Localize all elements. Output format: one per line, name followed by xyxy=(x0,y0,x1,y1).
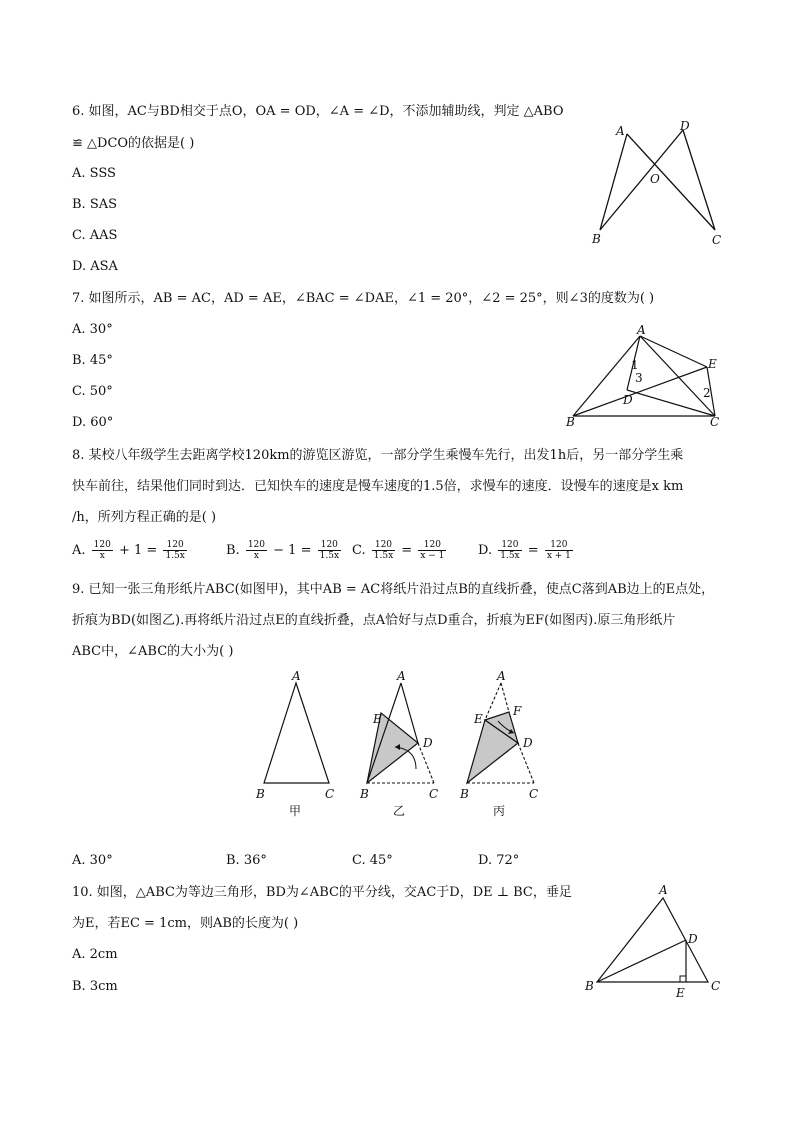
q8-b-fraction-1: $\frac{120}{x}$ xyxy=(247,540,266,561)
q9-figure-bing xyxy=(459,669,538,818)
q6-option-a[interactable]: A. SSS xyxy=(72,166,116,181)
q9-caption-yi: 乙 xyxy=(393,804,406,818)
q10-label-b: B xyxy=(585,979,594,993)
q8-a-fraction-1: $\frac{120}{x}$ xyxy=(93,540,111,561)
svg-text:A: A xyxy=(497,669,506,683)
svg-text:A: A xyxy=(397,669,406,683)
q6-option-d[interactable]: D. ASA xyxy=(72,259,118,274)
svg-text:C: C xyxy=(529,787,539,801)
q7-label-e: E xyxy=(708,357,717,371)
q9-figure-jia xyxy=(255,669,334,818)
q6-option-c[interactable]: C. AAS xyxy=(72,228,118,243)
q6-option-b[interactable]: B. SAS xyxy=(72,197,118,212)
q6-segment-dc xyxy=(683,130,715,230)
q8-stem-line3: /h，所列方程正确的是( ) xyxy=(72,510,217,525)
q6-segment-bd xyxy=(600,130,683,230)
svg-text:E: E xyxy=(373,712,382,726)
q6-label-a: A xyxy=(616,124,625,138)
q8-d-fraction-1: $\frac{120}{1.5x}$ xyxy=(500,540,520,561)
q10-label-a: A xyxy=(659,883,668,897)
q8-stem-line1: 8. 某校八年级学生去距离学校120km的游览区游览，一部分学生乘慢车先行，出发1h后，另一部分学生乘 xyxy=(72,448,684,463)
q10-option-b[interactable]: B. 3cm xyxy=(72,979,118,994)
q10-label-e: E xyxy=(676,986,685,1000)
svg-text:C: C xyxy=(429,787,439,801)
q6-stem-line1: 6. 如图，AC与BD相交于点O，OA = OD，∠A = ∠D，不添加辅助线，判定 △ABO xyxy=(72,104,564,119)
q8-a-fraction-2: $\frac{120}{1.5x}$ xyxy=(165,540,185,561)
q8-option-a[interactable]: A. $\frac{120}{x}$ + 1 = $\frac{120}{1.5x}$ xyxy=(72,540,185,561)
q9-stem-line2: 折痕为BD(如图乙).再将纸片沿过点E的直线折叠，点A恰好与点D重合，折痕为EF(如图丙).原三角形纸片 xyxy=(72,613,676,628)
svg-text:B: B xyxy=(360,787,369,801)
q7-label-3: 3 xyxy=(635,371,643,385)
q7-option-c[interactable]: C. 50° xyxy=(72,384,113,399)
q9-caption-jia: 甲 xyxy=(289,804,302,818)
q10-figure xyxy=(580,880,730,1005)
q8-option-c[interactable]: C. $\frac{120}{1.5x}$ = $\frac{120}{x - 1}$ xyxy=(352,540,445,561)
q7-label-2: 2 xyxy=(703,386,711,400)
q7-label-d: D xyxy=(623,393,633,407)
q9-caption-bing: 丙 xyxy=(493,804,506,818)
q7-label-b: B xyxy=(566,415,575,429)
q9-figure-yi xyxy=(359,669,438,818)
q8-d-fraction-2: $\frac{120}{x + 1}$ xyxy=(546,540,571,561)
q9-stem-line1: 9. 已知一张三角形纸片ABC(如图甲)，其中AB = AC将纸片沿过点B的直线折叠，使点C落到AB边上的E点处， xyxy=(72,582,715,597)
q6-stem-line2: ≌ △DCO的依据是( ) xyxy=(72,136,195,151)
q9-option-d[interactable]: D. 72° xyxy=(478,853,520,868)
q8-b-fraction-2: $\frac{120}{1.5x}$ xyxy=(319,540,340,561)
q6-segment-ab xyxy=(600,134,627,230)
q9-figures xyxy=(250,665,560,825)
q6-label-d: D xyxy=(680,119,690,133)
q8-stem-line2: 快车前往，结果他们同时到达．已知快车的速度是慢车速度的1.5倍，求慢车的速度．设慢车的速度是x km xyxy=(72,479,684,494)
q7-figure xyxy=(560,320,740,435)
q10-label-d: D xyxy=(688,932,698,946)
q8-c-fraction-2: $\frac{120}{x - 1}$ xyxy=(420,540,445,561)
q6-label-o: O xyxy=(650,172,660,186)
q10-label-c: C xyxy=(711,979,721,993)
q7-option-a[interactable]: A. 30° xyxy=(72,322,113,337)
q10-option-a[interactable]: A. 2cm xyxy=(72,947,118,962)
q9-option-c[interactable]: C. 45° xyxy=(352,853,393,868)
svg-text:F: F xyxy=(513,704,522,718)
svg-text:E: E xyxy=(474,712,483,726)
svg-text:C: C xyxy=(325,787,335,801)
svg-text:B: B xyxy=(256,787,265,801)
q8-c-fraction-1: $\frac{120}{1.5x}$ xyxy=(373,540,394,561)
svg-text:D: D xyxy=(423,736,433,750)
q8-option-b[interactable]: B. $\frac{120}{x}$ − 1 = $\frac{120}{1.5x}$ xyxy=(226,540,340,561)
q7-stem-line1: 7. 如图所示，AB = AC，AD = AE，∠BAC = ∠DAE，∠1 = 20°，∠2 = 25°，则∠3的度数为( ) xyxy=(72,291,655,306)
q7-option-d[interactable]: D. 60° xyxy=(72,415,114,430)
q8-option-d[interactable]: D. $\frac{120}{1.5x}$ = $\frac{120}{x + 1}$ xyxy=(478,540,571,561)
q6-label-c: C xyxy=(712,233,722,247)
q7-label-1: 1 xyxy=(631,358,639,372)
svg-text:A: A xyxy=(292,669,301,683)
q7-option-b[interactable]: B. 45° xyxy=(72,353,113,368)
q10-stem-line2: 为E，若EC = 1cm，则AB的长度为( ) xyxy=(72,916,299,931)
q6-label-b: B xyxy=(592,232,601,246)
q10-stem-line1: 10. 如图，△ABC为等边三角形，BD为∠ABC的平分线，交AC于D，DE ⊥ BC，垂足 xyxy=(72,885,572,900)
q7-label-c: C xyxy=(710,415,720,429)
q9-option-a[interactable]: A. 30° xyxy=(72,853,113,868)
q9-option-b[interactable]: B. 36° xyxy=(226,853,267,868)
q9-stem-line3: ABC中，∠ABC的大小为( ) xyxy=(72,644,234,659)
svg-text:D: D xyxy=(523,736,533,750)
svg-text:B: B xyxy=(460,787,469,801)
q7-label-a: A xyxy=(637,323,646,337)
q6-figure xyxy=(580,110,730,250)
